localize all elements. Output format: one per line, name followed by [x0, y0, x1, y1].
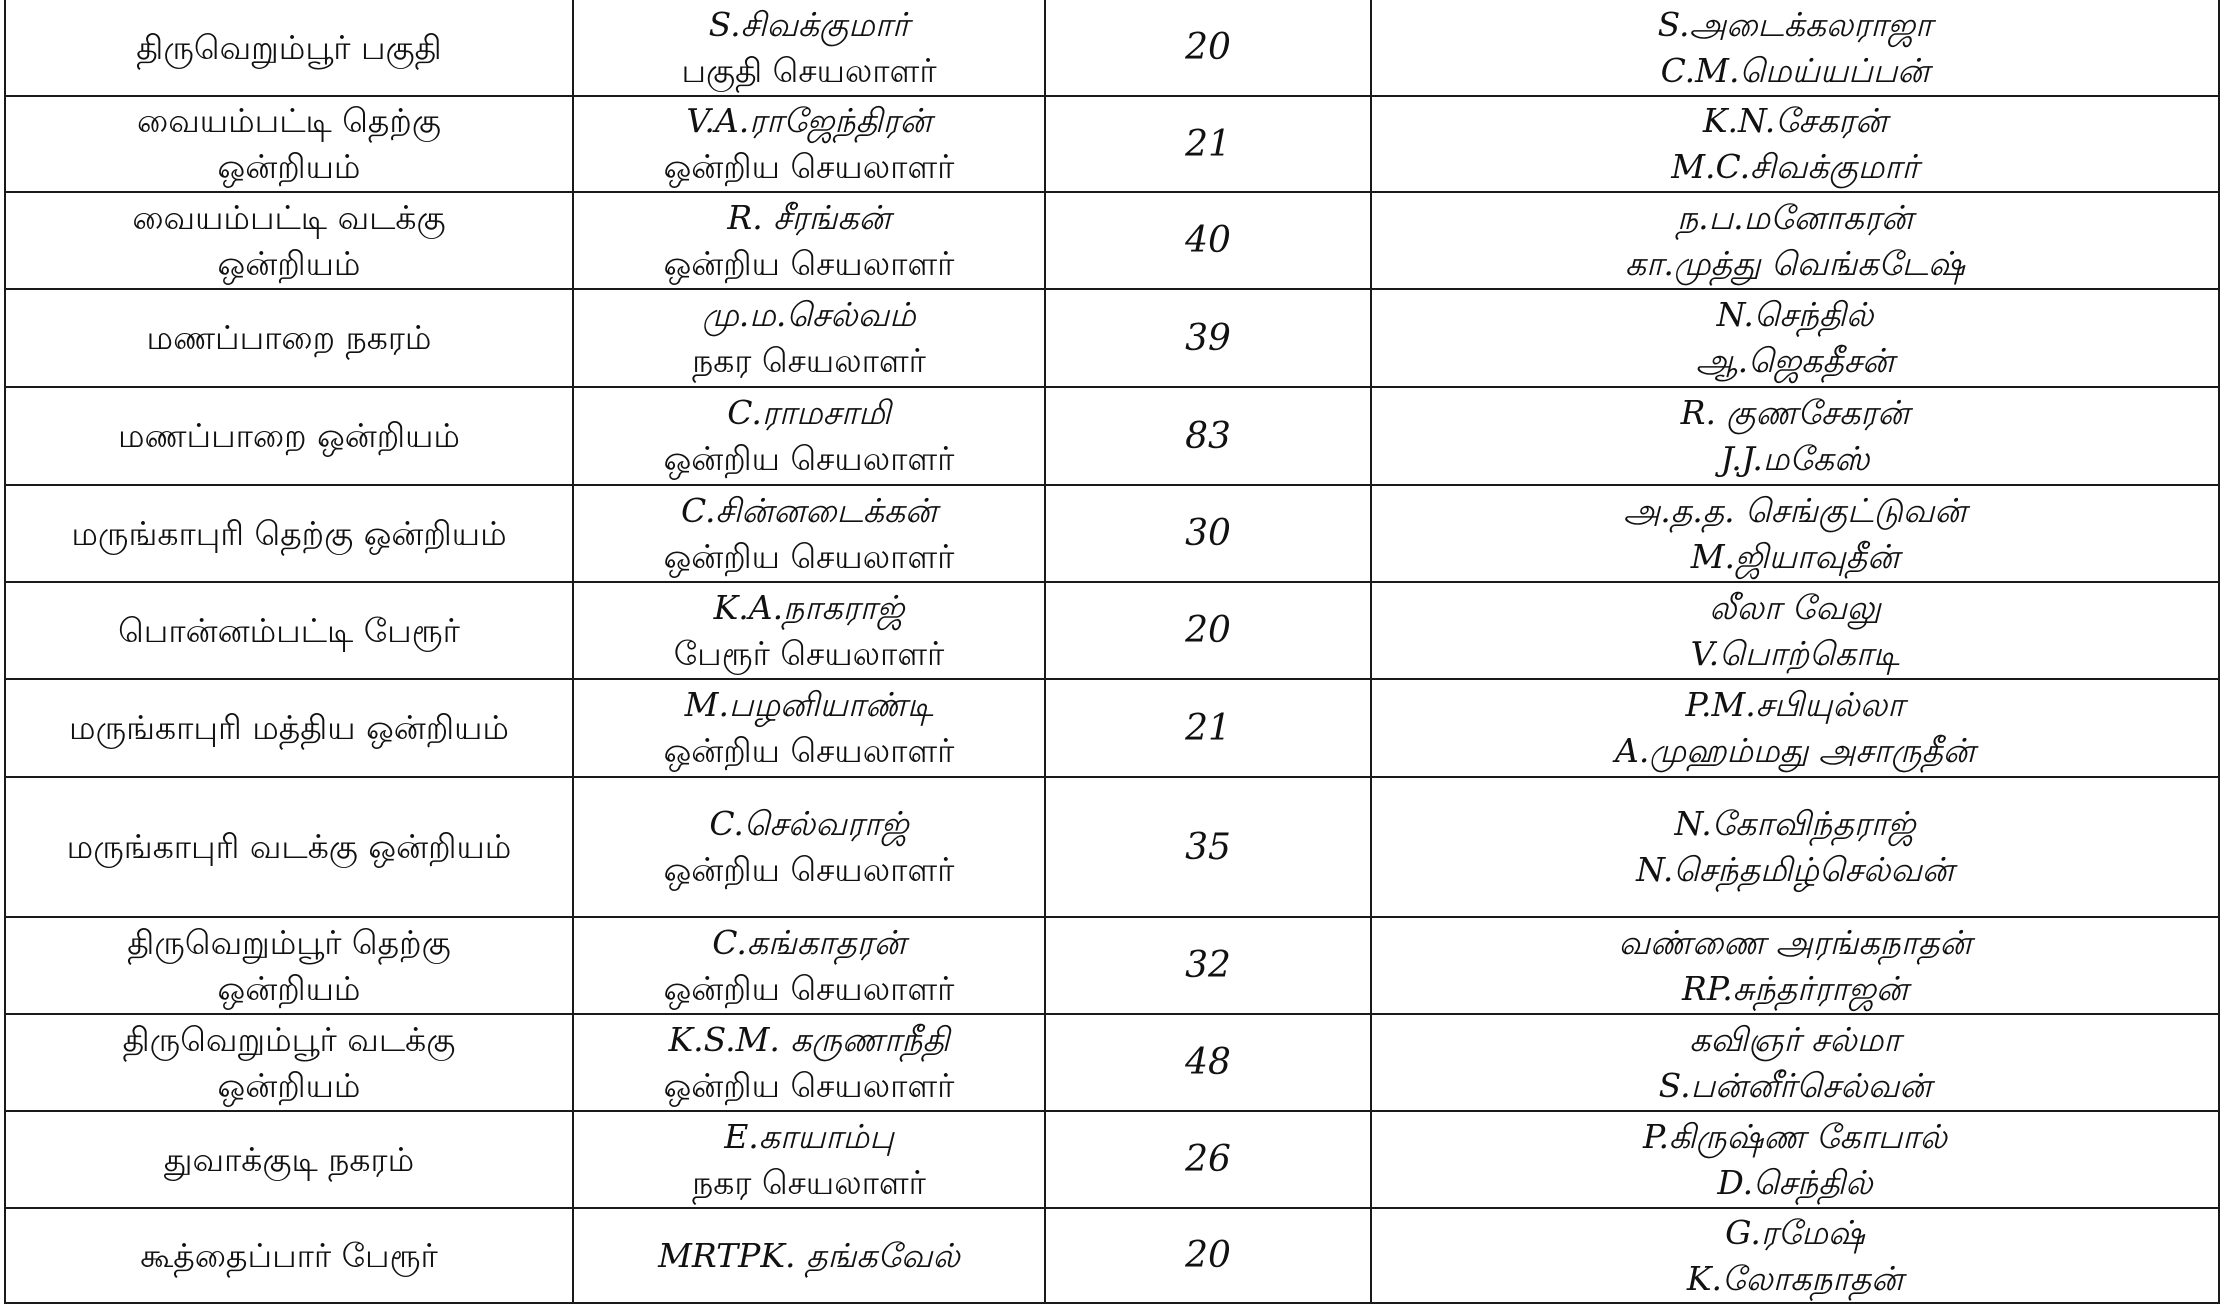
- secretary-role: ஒன்றிய செயலாளர்: [663, 850, 955, 889]
- area-name: மருங்காபுரி மத்திய ஒன்றியம்: [69, 708, 509, 747]
- area-name: திருவெறும்பூர் தெற்கு: [127, 922, 451, 962]
- area-cell: [5, 96, 573, 192]
- secretary-role: ஒன்றிய செயலாளர்: [663, 243, 955, 283]
- representatives-cell: [1371, 582, 2219, 679]
- table-row: [5, 1014, 2219, 1111]
- area-name: மருங்காபுரி வடக்கு ஒன்றியம்: [66, 827, 512, 866]
- secretary-cell: [573, 582, 1045, 679]
- area-name: மணப்பாறை ஒன்றியம்: [118, 416, 460, 455]
- representative-name: S.பன்னீர்செல்வன்: [1658, 1065, 1932, 1105]
- secretary-name: C.செல்வராஜ்: [709, 804, 909, 843]
- secretary-name: MRTPK. தங்கவேல்: [658, 1235, 960, 1275]
- secretary-cell: [573, 192, 1045, 289]
- table-row: [5, 679, 2219, 777]
- count-cell: 83: [1045, 387, 1371, 485]
- area-name: திருவெறும்பூர் வடக்கு: [122, 1019, 456, 1059]
- area-cell: [5, 192, 573, 289]
- area-cell: [5, 679, 573, 777]
- representative-name: வண்ணை அரங்கநாதன்: [1618, 922, 1972, 962]
- representative-name: N.செந்தில்: [1716, 295, 1874, 334]
- representatives-cell: [1371, 192, 2219, 289]
- secretary-role: ஒன்றிய செயலாளர்: [663, 968, 955, 1008]
- area-name: மணப்பாறை நகரம்: [146, 318, 432, 357]
- representative-name: C.M.மெய்யப்பன்: [1660, 50, 1930, 90]
- representative-name: ஆ.ஜெகதீசன்: [1695, 341, 1895, 380]
- table-row: [5, 582, 2219, 679]
- representative-name: S.அடைக்கலராஜா: [1657, 4, 1933, 44]
- table-row: [5, 192, 2219, 289]
- representatives-cell: [1371, 1014, 2219, 1111]
- area-name: பொன்னம்பட்டி பேரூர்: [118, 610, 460, 650]
- representative-name: அ.த.த. செங்குட்டுவன்: [1623, 490, 1967, 530]
- representative-name: A.முஹம்மது அசாருதீன்: [1615, 731, 1975, 770]
- secretary-role: ஒன்றிய செயலாளர்: [663, 731, 955, 770]
- representative-name: N.கோவிந்தராஜ்: [1674, 804, 1916, 843]
- secretary-cell: [573, 0, 1045, 96]
- count-cell: 32: [1045, 917, 1371, 1014]
- secretary-cell: [573, 1014, 1045, 1111]
- secretary-role: நகர செயலாளர்: [692, 341, 926, 380]
- area-name: துவாக்குடி நகரம்: [163, 1139, 415, 1179]
- secretary-cell: [573, 679, 1045, 777]
- secretary-name: C.ராமசாமி: [727, 393, 891, 432]
- secretary-role: பகுதி செயலாளர்: [681, 50, 937, 90]
- count-cell: 21: [1045, 96, 1371, 192]
- representative-name: D.செந்தில்: [1717, 1162, 1873, 1202]
- secretary-name: K.A.நாகராஜ்: [713, 587, 905, 627]
- representative-name: R. குணசேகரன்: [1680, 393, 1910, 432]
- secretary-name: M.பழனியாண்டி: [684, 685, 934, 724]
- representatives-cell: [1371, 289, 2219, 387]
- representative-name: கா.முத்து வெங்கடேஷ்: [1625, 243, 1965, 283]
- area-cell: [5, 387, 573, 485]
- secretary-role: ஒன்றிய செயலாளர்: [663, 536, 955, 576]
- area-cell: [5, 485, 573, 582]
- representative-name: K.லோகநாதன்: [1686, 1258, 1904, 1298]
- secretary-name: C.சின்னடைக்கன்: [680, 490, 938, 530]
- representative-name: M.C.சிவக்குமார்: [1671, 147, 1919, 186]
- count-cell: 20: [1045, 1208, 1371, 1303]
- area-cell: [5, 289, 573, 387]
- representatives-cell: [1371, 387, 2219, 485]
- representative-name: P.M.சபியுல்லா: [1685, 685, 1905, 724]
- secretary-cell: [573, 1111, 1045, 1208]
- count-cell: 30: [1045, 485, 1371, 582]
- count-cell: 40: [1045, 192, 1371, 289]
- table-row: [5, 96, 2219, 192]
- representatives-cell: [1371, 485, 2219, 582]
- count-cell: 20: [1045, 582, 1371, 679]
- secretary-name: R. சீரங்கன்: [727, 197, 891, 237]
- count-cell: 48: [1045, 1014, 1371, 1111]
- table-row: [5, 387, 2219, 485]
- representative-name: M.ஜியாவுதீன்: [1690, 536, 1900, 576]
- area-cell: [5, 1111, 573, 1208]
- secretary-name: S.சிவக்குமார்: [708, 4, 910, 44]
- secretary-name: மு.ம.செல்வம்: [702, 295, 916, 334]
- secretary-name: C.கங்காதரன்: [712, 922, 906, 962]
- representative-name: J.J.மகேஸ்: [1720, 439, 1870, 478]
- representatives-cell: [1371, 917, 2219, 1014]
- table-row: [5, 485, 2219, 582]
- area-cell: [5, 1208, 573, 1303]
- representative-name: P.கிருஷ்ண கோபால்: [1642, 1116, 1947, 1156]
- count-cell: 26: [1045, 1111, 1371, 1208]
- secretary-cell: [573, 777, 1045, 917]
- area-cell: [5, 777, 573, 917]
- representative-name: K.N.சேகரன்: [1702, 101, 1888, 140]
- representatives-cell: [1371, 777, 2219, 917]
- area-cell: [5, 917, 573, 1014]
- representatives-cell: [1371, 1111, 2219, 1208]
- secretary-cell: [573, 485, 1045, 582]
- secretary-role: நகர செயலாளர்: [692, 1162, 926, 1202]
- area-name: வையம்பட்டி வடக்கு: [132, 197, 446, 237]
- count-cell: 39: [1045, 289, 1371, 387]
- table-row: [5, 1208, 2219, 1303]
- table-row: [5, 0, 2219, 96]
- area-name: வையம்பட்டி தெற்கு: [136, 101, 441, 140]
- representative-name: N.செந்தமிழ்செல்வன்: [1636, 850, 1954, 889]
- secretary-cell: [573, 96, 1045, 192]
- area-name-line2: ஒன்றியம்: [217, 243, 361, 283]
- secretary-role: பேரூர் செயலாளர்: [673, 633, 945, 673]
- area-name-line2: ஒன்றியம்: [217, 968, 361, 1008]
- area-name: மருங்காபுரி தெற்கு ஒன்றியம்: [71, 513, 507, 553]
- secretary-name: E.காயாம்பு: [724, 1116, 894, 1156]
- area-name: திருவெறும்பூர் பகுதி: [136, 27, 442, 67]
- representative-name: V.பொற்கொடி: [1690, 633, 1900, 673]
- representatives-cell: [1371, 679, 2219, 777]
- representative-name: G.ரமேஷ்: [1725, 1212, 1865, 1252]
- area-name-line2: ஒன்றியம்: [217, 147, 361, 186]
- area-cell: [5, 0, 573, 96]
- secretary-role: ஒன்றிய செயலாளர்: [663, 1065, 955, 1105]
- secretary-name: K.S.M. கருணாநீதி: [668, 1019, 950, 1059]
- roster-table: [4, 0, 2220, 1304]
- representative-name: RP.சுந்தர்ராஜன்: [1681, 968, 1909, 1008]
- secretary-cell: [573, 917, 1045, 1014]
- area-cell: [5, 1014, 573, 1111]
- count-cell: 35: [1045, 777, 1371, 917]
- representative-name: லீலா வேலு: [1709, 587, 1881, 627]
- secretary-role: ஒன்றிய செயலாளர்: [663, 439, 955, 478]
- secretary-cell: [573, 289, 1045, 387]
- secretary-cell: [573, 387, 1045, 485]
- representatives-cell: [1371, 1208, 2219, 1303]
- count-cell: 21: [1045, 679, 1371, 777]
- secretary-role: ஒன்றிய செயலாளர்: [663, 147, 955, 186]
- table-row: [5, 917, 2219, 1014]
- count-cell: 20: [1045, 0, 1371, 96]
- area-name-line2: ஒன்றியம்: [217, 1065, 361, 1105]
- table-row: [5, 777, 2219, 917]
- representative-name: ந.ப.மனோகரன்: [1676, 197, 1914, 237]
- area-cell: [5, 582, 573, 679]
- table-row: [5, 289, 2219, 387]
- table-row: [5, 1111, 2219, 1208]
- secretary-name: V.A.ராஜேந்திரன்: [686, 101, 932, 140]
- area-name: கூத்தைப்பார் பேரூர்: [140, 1235, 438, 1275]
- secretary-cell: [573, 1208, 1045, 1303]
- representative-name: கவிஞர் சல்மா: [1689, 1019, 1901, 1059]
- representatives-cell: [1371, 0, 2219, 96]
- representatives-cell: [1371, 96, 2219, 192]
